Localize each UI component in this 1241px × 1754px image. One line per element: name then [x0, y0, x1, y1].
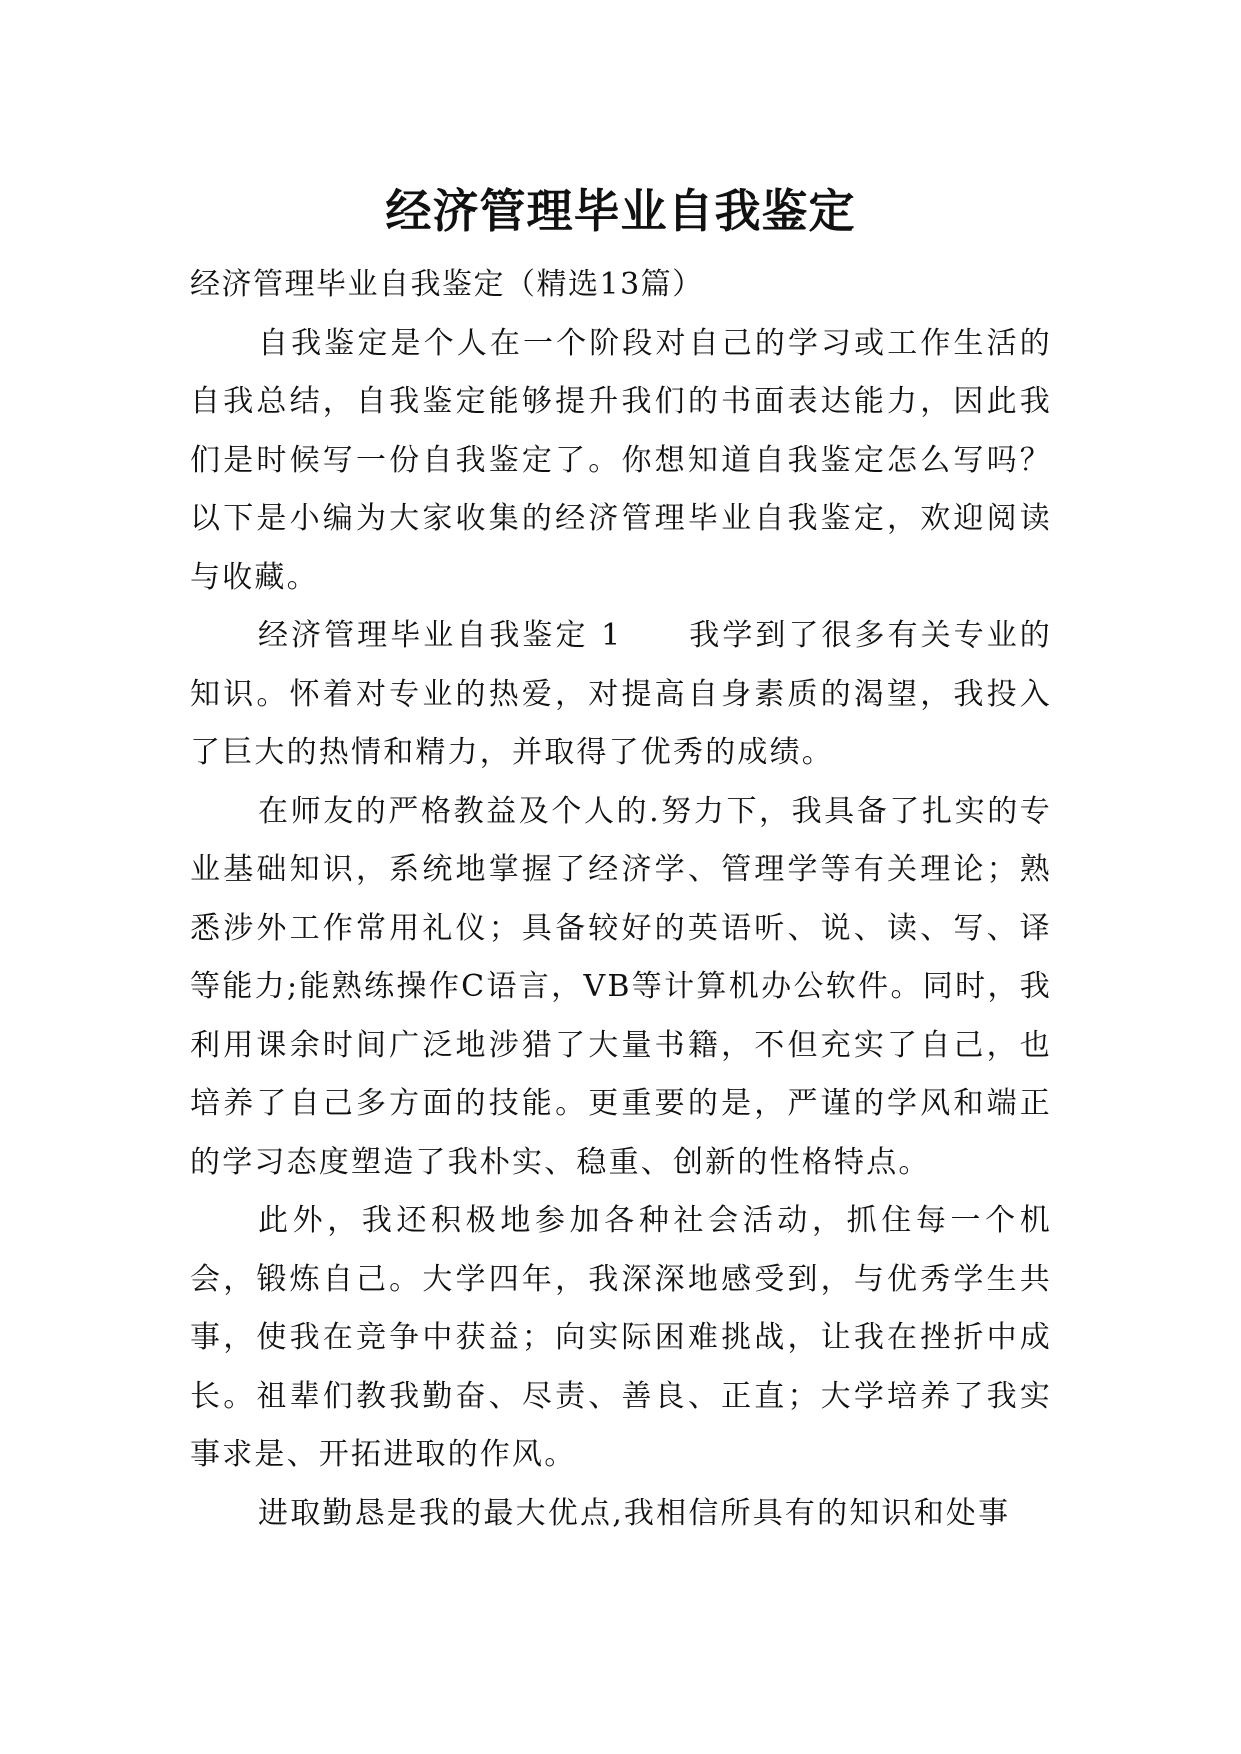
document-body: [190, 256, 1052, 1543]
document-title: 经济管理毕业自我鉴定: [385, 183, 856, 238]
paragraph-2: 在师友的严格教益及个人的.努力下，我具备了扎实的专业基础知识，系统地掌握了经济学、管理学等有关理论；熟悉涉外工作常用礼仪；具备较好的英语听、说、读、写、译等能力;能熟练操作C语言，VB等计算机办公软件。同时，我利用课余时间广泛地涉猎了大量书籍，不但充实了自己，也培养了自己多方面的技能。更重要的是，严谨的学风和端正的学习态度塑造了我朴实、稳重、创新的性格特点。: [190, 793, 1052, 1180]
paragraph-1: 经济管理毕业自我鉴定 1 我学到了很多有关专业的知识。怀着对专业的热爱，对提高自身素质的渴望，我投入了巨大的热情和精力，并取得了优秀的成绩。: [190, 618, 1052, 770]
paragraph-4: 进取勤恳是我的最大优点,我相信所具有的知识和处事: [258, 1495, 1011, 1531]
document-subtitle: 经济管理毕业自我鉴定（精选13篇）: [190, 267, 704, 302]
paragraph-3: 此外，我还积极地参加各种社会活动，抓住每一个机会，锻炼自己。大学四年，我深深地感受到，与优秀学生共事，使我在竞争中获益；向实际困难挑战，让我在挫折中成长。祖辈们教我勤奋、尽责、善良、正直；大学培养了我实事求是、开拓进取的作风。: [190, 1203, 1052, 1472]
paragraph-intro: 自我鉴定是个人在一个阶段对自己的学习或工作生活的自我总结，自我鉴定能够提升我们的书面表达能力，因此我们是时候写一份自我鉴定了。你想知道自我鉴定怎么写吗？以下是小编为大家收集的经济管理毕业自我鉴定，欢迎阅读与收藏。: [190, 325, 1052, 595]
